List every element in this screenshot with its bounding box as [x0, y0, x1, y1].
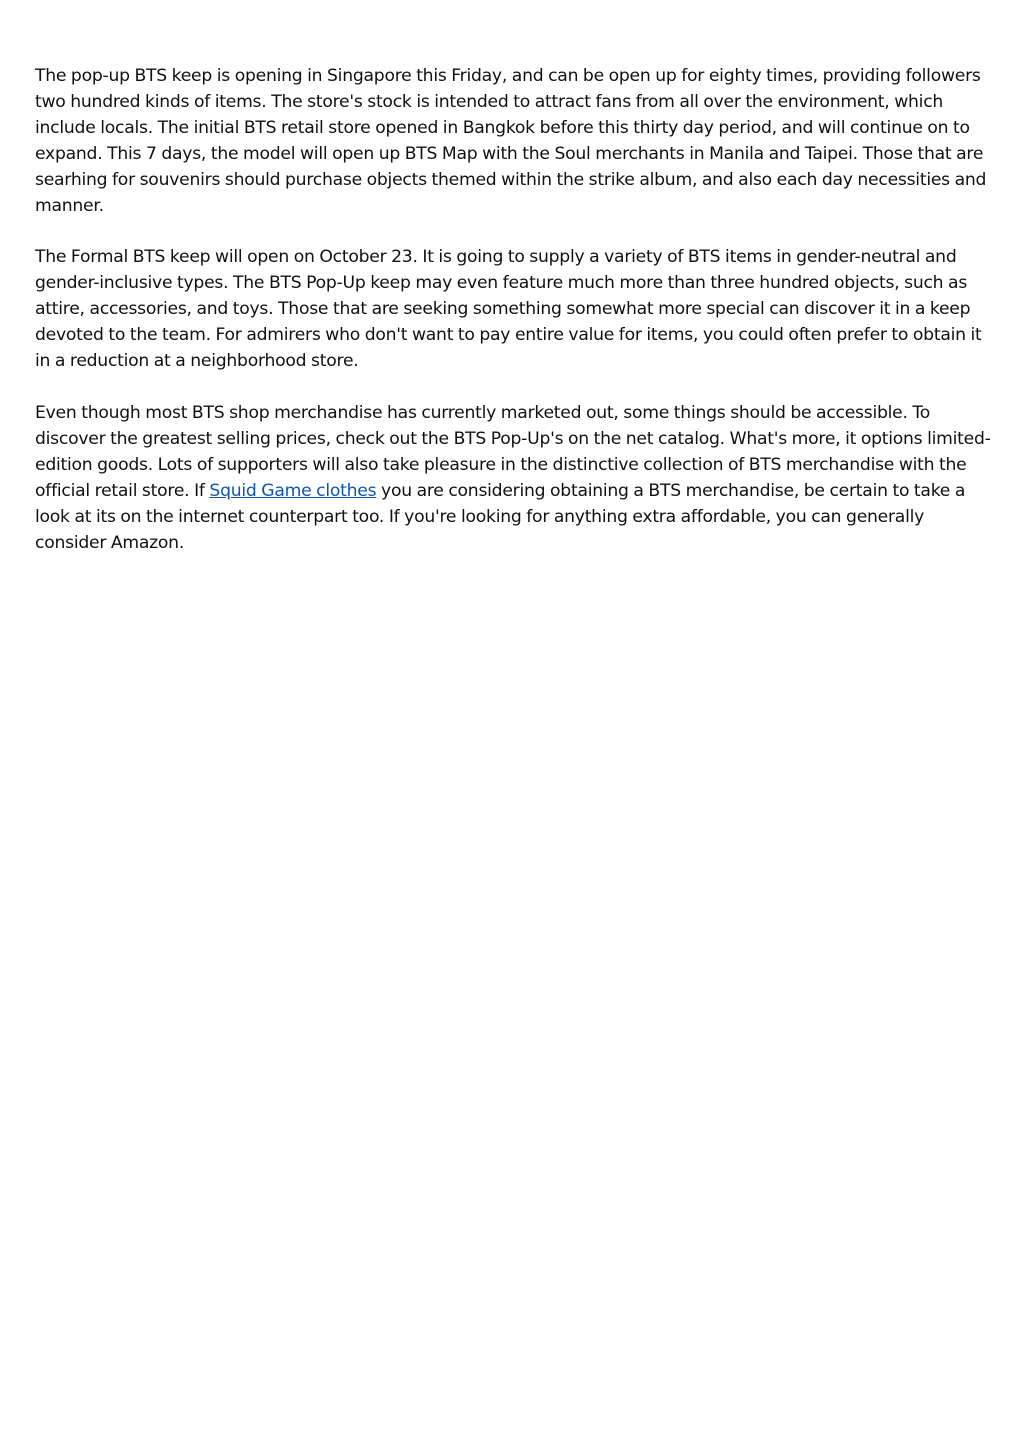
- paragraph-1: The pop-up BTS keep is opening in Singapore this Friday, and can be open up for eighty times, providing followers two hundred kinds of items. The store's stock is intended to attract fans from all over the environment, which include locals. The initial BTS retail store opened in Bangkok before this thirty day period, and will continue on to expand. This 7 days, the model will open up BTS Map with the Soul merchants in Manila and Taipei. Those that are searhing for souvenirs should purchase objects themed within the strike album, and also each day necessities and manner.: [35, 66, 987, 216]
- paragraph-2: The Formal BTS keep will open on October 23. It is going to supply a variety of BTS items in gender-neutral and gender-inclusive types. The BTS Pop-Up keep may even feature much more than three hundred objects, such as attire, accessories, and toys. Those that are seeking something somewhat more special can discover it in a keep devoted to the team. For admirers who don't want to pay entire value for items, you could often prefer to obtain it in a reduction at a neighborhood store.: [35, 247, 982, 372]
- paragraph-3-text-after-link: you are considering obtaining a BTS merchandise, be certain to take a look at its on the internet counterpart too. If you're looking for anything extra affordable, you can generally consider Amazon.: [35, 480, 966, 553]
- squid-game-clothes-link[interactable]: Squid Game clothes: [209, 480, 377, 501]
- paragraph-3: [35, 401, 995, 556]
- paragraph-3-text-before-link: Even though most BTS shop merchandise has currently marketed out, some things should be accessible. To discover the greatest selling prices, check out the BTS Pop-Up's on the net catalog. What's more, it options limited-edition goods. Lots of supporters will also take pleasure in the distinctive collection of BTS merchandise with the official retail store. If: [35, 402, 991, 501]
- article-body: [35, 64, 995, 582]
